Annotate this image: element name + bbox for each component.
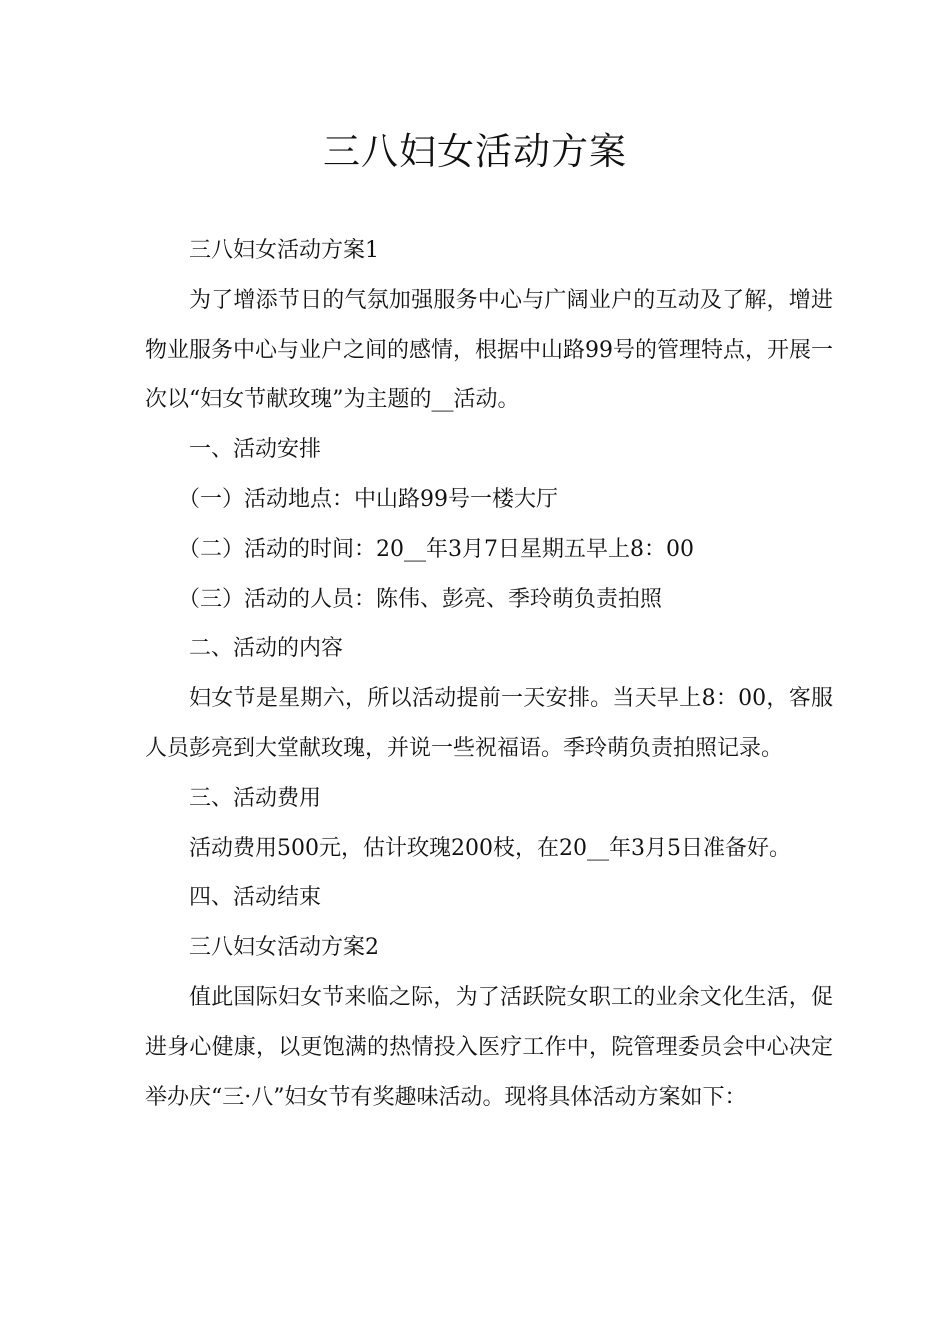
paragraph-plan-2-intro: 值此国际妇女节来临之际，为了活跃院女职工的业余文化生活，促进身心健康，以更饱满的热情投入医疗工作中，院管理委员会中心决定举办庆“三·八”妇女节有奖趣味活动。现将具体活动方案如下： <box>145 984 833 1110</box>
paragraph-plan-2-heading: 三八妇女活动方案2 <box>189 935 379 961</box>
list-item-time: （二）活动的时间：20__年3月7日星期五早上8：00 <box>178 536 694 562</box>
section-heading-end: 四、活动结束 <box>189 885 322 911</box>
paragraph-content: 妇女节是星期六，所以活动提前一天安排。当天早上8：00，客服人员彭亮到大堂献玫瑰，并说一些祝福语。季玲萌负责拍照记录。 <box>145 686 833 761</box>
paragraph-plan-1-heading: 三八妇女活动方案1 <box>189 238 379 263</box>
document-title: 三八妇女活动方案 <box>323 130 627 173</box>
section-heading-cost: 三、活动费用 <box>189 785 322 811</box>
section-heading-arrangement: 一、活动安排 <box>189 437 322 463</box>
list-item-staff: （三）活动的人员：陈伟、彭亮、季玲萌负责拍照 <box>178 586 663 612</box>
paragraph-cost: 活动费用500元，估计玫瑰200枝，在20__年3月5日准备好。 <box>189 835 791 861</box>
list-item-location: （一）活动地点：中山路99号一楼大厅 <box>178 486 558 512</box>
section-heading-content: 二、活动的内容 <box>189 636 344 662</box>
document-body <box>145 226 833 1122</box>
paragraph-intro: 为了增添节日的气氛加强服务中心与广阔业户的互动及了解，增进物业服务中心与业户之间的感情，根据中山路99号的管理特点，开展一次以“妇女节献玫瑰”为主题的__活动。 <box>145 287 833 413</box>
